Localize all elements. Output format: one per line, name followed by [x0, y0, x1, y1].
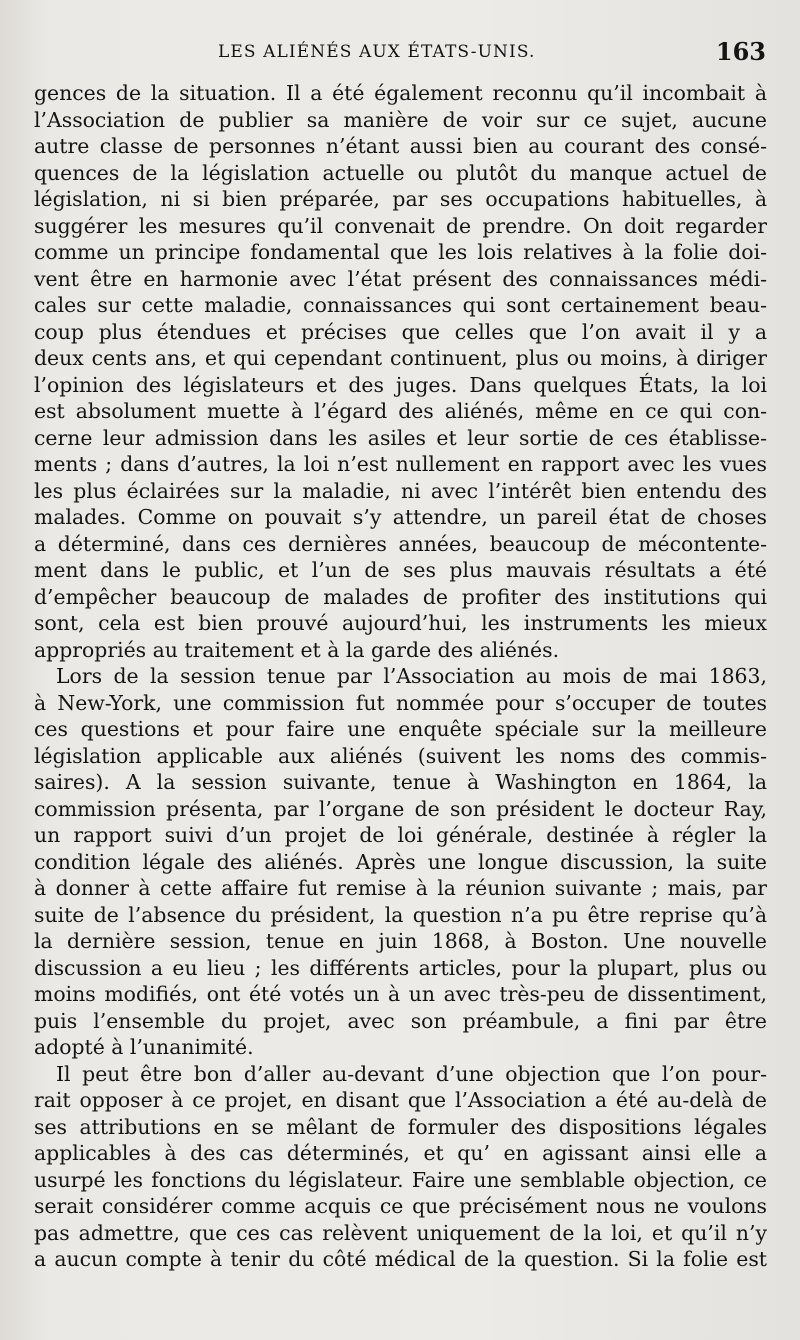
text-line: à New-York, une commission fut nommée pour s’occuper de toutes	[34, 690, 767, 715]
text-line: l’opinion des législateurs et des juges. Dans quelques États, la loi	[34, 372, 767, 397]
text-line: autre classe de personnes n’étant aussi bien au courant des consé-	[34, 134, 767, 158]
body-text	[34, 80, 767, 1273]
text-line: la dernière session, tenue en juin 1868, à Boston. Une nouvelle	[34, 929, 767, 953]
text-line: Il peut être bon d’aller au-devant d’une objection que l’on pour-	[56, 1061, 767, 1086]
text-line: les plus éclairées sur la maladie, ni avec l’intérêt bien entendu des	[34, 478, 767, 503]
page-number: 163	[715, 37, 766, 66]
text-line: Lors de la session tenue par l’Association au mois de mai 1863,	[56, 664, 767, 688]
text-line: est absolument muette à l’égard des aliénés, même en ce qui con-	[34, 399, 767, 423]
text-line: vent être en harmonie avec l’état présent des connaissances médi-	[34, 266, 767, 291]
text-line: appropriés au traitement et à la garde des aliénés.	[34, 637, 560, 662]
text-line: applicables à des cas déterminés, et qu’ en agissant ainsi elle a	[34, 1141, 767, 1165]
text-line: malades. Comme on pouvait s’y attendre, un pareil état de choses	[34, 505, 767, 529]
text-line: un rapport suivi d’un projet de loi générale, destinée à régler la	[34, 823, 767, 847]
text-line: pas admettre, que ces cas relèvent uniquement de la loi, et qu’il n’y	[34, 1220, 767, 1245]
text-line: comme un principe fondamental que les lois relatives à la folie doi-	[34, 240, 767, 264]
text-line: commission présenta, par l’organe de son président le docteur Ray,	[34, 796, 767, 821]
text-line: à donner à cette affaire fut remise à la réunion suivante ; mais, par	[34, 876, 767, 900]
text-line: saires). A la session suivante, tenue à Washington en 1864, la	[34, 770, 767, 794]
text-line: puis l’ensemble du projet, avec son préambule, a fini par être	[34, 1008, 767, 1033]
text-line: l’Association de publier sa manière de voir sur ce sujet, aucune	[34, 107, 767, 132]
text-line: législation, ni si bien préparée, par ses occupations habituelles, à	[34, 187, 767, 211]
text-line: condition légale des aliénés. Après une longue discussion, la suite	[34, 849, 767, 874]
text-line: discussion a eu lieu ; les différents articles, pour la plupart, plus ou	[34, 955, 767, 980]
text-line: gences de la situation. Il a été également reconnu qu’il incombait à	[34, 81, 767, 105]
text-line: suite de l’absence du président, la question n’a pu être reprise qu’à	[34, 902, 767, 927]
text-line: adopté à l’unanimité.	[34, 1035, 254, 1059]
text-line: a déterminé, dans ces dernières années, beaucoup de mécontente-	[34, 531, 767, 556]
text-line: a aucun compte à tenir du côté médical de la question. Si la folie est	[34, 1247, 767, 1271]
text-line: cales sur cette maladie, connaissances qui sont certainement beau-	[34, 293, 767, 317]
text-line: quences de la législation actuelle ou plutôt du manque actuel de	[34, 160, 767, 185]
text-line: serait considérer comme acquis ce que précisément nous ne voulons	[34, 1194, 767, 1218]
text-line: coup plus étendues et précises que celles que l’on avait il y a	[34, 319, 767, 344]
text-line: d’empêcher beaucoup de malades de profiter des institutions qui	[34, 584, 767, 609]
text-line: usurpé les fonctions du législateur. Faire une semblable objection, ce	[34, 1167, 767, 1192]
text-line: législation applicable aux aliénés (suivent les noms des commis-	[34, 743, 767, 768]
text-line: rait opposer à ce projet, en disant que l’Association a été au-delà de	[34, 1088, 767, 1112]
page-header	[36, 36, 766, 70]
text-line: suggérer les mesures qu’il convenait de prendre. On doit regarder	[34, 213, 767, 238]
text-line: ment dans le public, et l’un de ses plus mauvais résultats a été	[34, 558, 767, 582]
text-line: deux cents ans, et qui cependant continuent, plus ou moins, à diriger	[34, 346, 767, 370]
text-line: ments ; dans d’autres, la loi n’est nullement en rapport avec les vues	[34, 452, 767, 476]
running-head: LES ALIÉNÉS AUX ÉTATS-UNIS.	[218, 42, 536, 62]
text-line: cerne leur admission dans les asiles et leur sortie de ces établisse-	[34, 425, 767, 450]
text-line: sont, cela est bien prouvé aujourd’hui, les instruments les mieux	[34, 611, 767, 635]
text-line: ces questions et pour faire une enquête spéciale sur la meilleure	[34, 717, 767, 741]
text-line: ses attributions en se mêlant de formuler des dispositions légales	[34, 1114, 767, 1139]
text-line: moins modifiés, ont été votés un à un avec très-peu de dissentiment,	[34, 982, 767, 1006]
